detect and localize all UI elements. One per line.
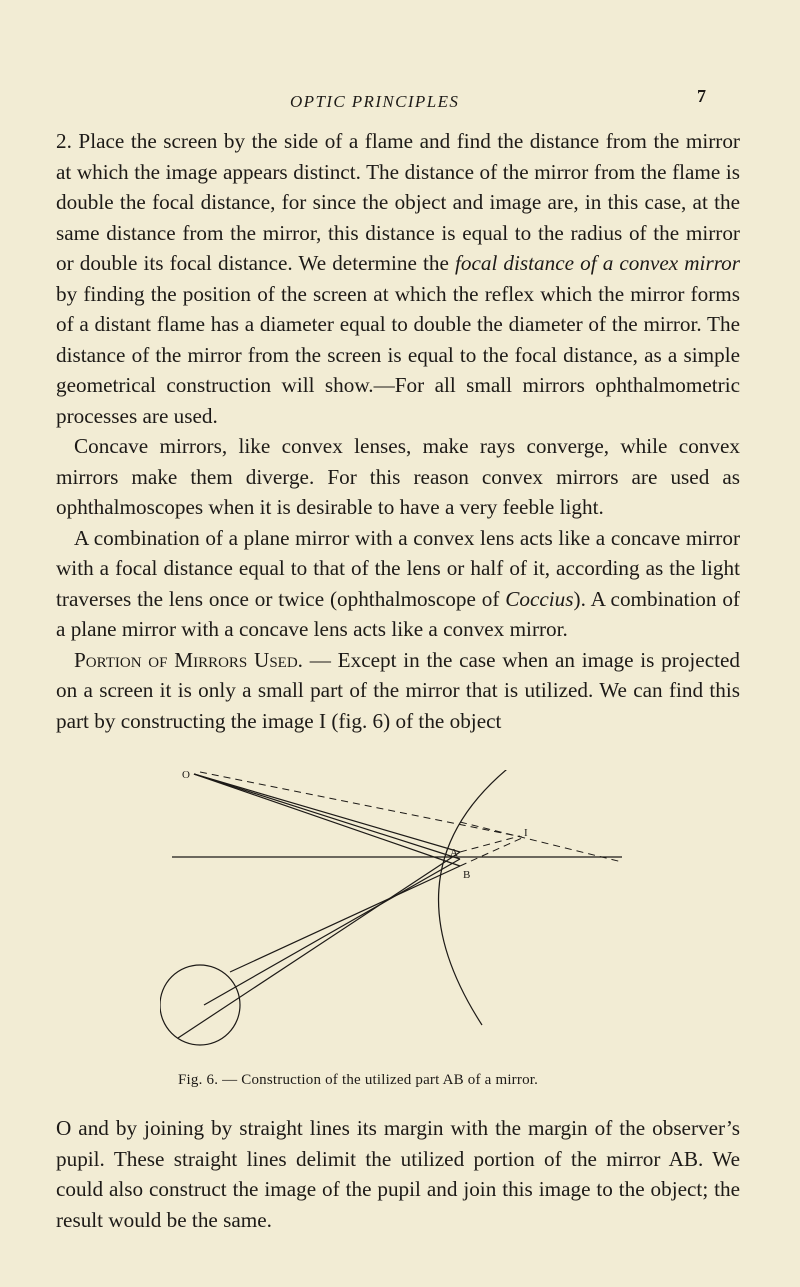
figure-caption: Fig. 6. — Construction of the utilized part AB of a mirror. xyxy=(178,1072,539,1088)
mirror-diagram xyxy=(160,770,640,1070)
label-o: O xyxy=(182,770,190,781)
paragraph-5: O and by joining by straight lines its margin with the margin of the observer’s pupil. These straight lines delimit the utilized portion of the mirror AB. We could also construct the image of the pupil and join this image to the object; the result would be the same. xyxy=(56,1116,740,1232)
ray-b-to-eye xyxy=(230,866,460,972)
paragraph-4 xyxy=(56,645,740,737)
paragraph-1-rest: by finding the position of the screen at which the reflex which the mirror forms of a distant flame has a diameter equal to double the diameter of the mirror. The distance of the mirror from the screen is equal to the focal distance, as a simple geometrical construction will show.—For all small mirrors ophthalmometric processes are used. xyxy=(56,281,740,428)
paragraph-3 xyxy=(56,523,740,645)
page-number: 7 xyxy=(697,86,706,106)
label-a: A xyxy=(450,847,458,859)
ray-mid-to-eye xyxy=(204,859,460,1005)
paragraph-3-text: A combination of a plane mirror with a convex lens acts like a concave mirror with a focal distance equal to that of the lens or half of it, according as the light traverses the lens once or twice (ophthalmoscope of xyxy=(56,525,740,611)
ray-o-mid xyxy=(194,774,460,859)
dashed-line-3 xyxy=(460,838,522,866)
running-title: OPTIC PRINCIPLES xyxy=(290,92,460,111)
ray-o-to-b xyxy=(194,774,460,866)
figure-6 xyxy=(160,770,640,1070)
dashed-line-2 xyxy=(460,822,622,862)
paragraph-1-emphasis: focal distance of a convex mirror xyxy=(454,251,740,275)
paragraph-4-text: — Except in the case when an image is projected on a screen it is only a small part of the mirror that is utilized. We can find this part by constructing the image I (fig. 6) of the object xyxy=(56,647,740,733)
mirror-arc xyxy=(439,770,512,1025)
dashed-line-4 xyxy=(460,836,520,852)
body-text xyxy=(56,126,740,736)
section-heading: Portion of Mirrors Used. xyxy=(74,647,303,672)
body-text-continued xyxy=(56,1113,740,1235)
paragraph-3-rest: ). A combination of a plane mirror with a concave lens acts like a convex mirror. xyxy=(56,586,740,641)
label-i: I xyxy=(524,827,528,839)
label-b: B xyxy=(463,869,471,881)
ray-a-to-eye xyxy=(178,852,460,1038)
paragraph-1 xyxy=(56,126,740,431)
ray-o-to-a xyxy=(194,774,460,852)
paragraph-2: Concave mirrors, like convex lenses, make rays converge, while convex mirrors make them diverge. For this reason convex mirrors are used as ophthalmoscopes when it is desirable to have a very feeble light. xyxy=(56,434,740,519)
paragraph-1-text: 2. Place the screen by the side of a flame and find the distance from the mirror at which the image appears distinct. The distance of the mirror from the flame is double the focal distance, for since the object and image are, in this case, at the same distance from the mirror, this distance is equal to the radius of the mirror or double its focal distance. We determine the xyxy=(56,129,740,275)
paragraph-3-emphasis: Coccius xyxy=(505,586,574,611)
